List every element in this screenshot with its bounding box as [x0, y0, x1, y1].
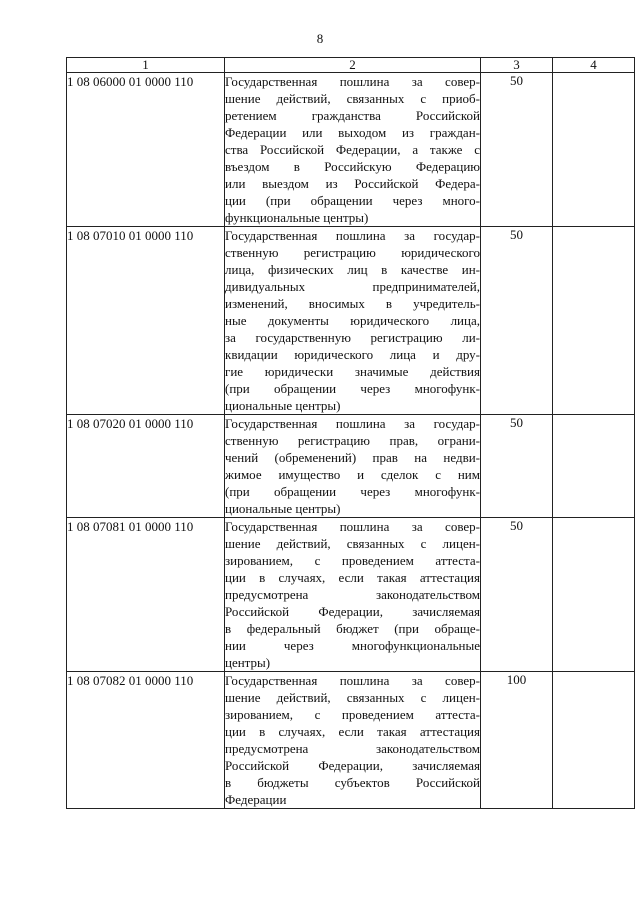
description-line: шение действий, связанных с приоб- — [225, 91, 480, 106]
description-line: предусмотрена законодательством — [225, 741, 480, 756]
column-header-1: 1 — [67, 58, 225, 73]
table-body — [67, 73, 635, 809]
amount-cell: 50 — [481, 73, 553, 227]
description-line: шение действий, связанных с лицен- — [225, 690, 480, 705]
description-line: шение действий, связанных с лицен- — [225, 536, 480, 551]
description-line: Российской Федерации, зачисляемая — [225, 758, 480, 773]
description-line: (при обращении через многофунк- — [225, 484, 480, 499]
description-line: квидации юридического лица и дру- — [225, 347, 480, 362]
description-line: ственную регистрацию юридического — [225, 245, 480, 260]
description-line: гие юридически значимые действия — [225, 364, 480, 379]
budget-code-cell: 1 08 07081 01 0000 110 — [67, 518, 225, 672]
description-line: зированием, с проведением аттеста- — [225, 553, 480, 568]
description-line: Федерации или выходом из граждан- — [225, 125, 480, 140]
table-row — [67, 73, 635, 227]
table-row — [67, 518, 635, 672]
description-line: лица, физических лиц в качестве ин- — [225, 262, 480, 277]
column-4-cell — [553, 227, 635, 415]
description-line: ции (при обращении через много- — [225, 193, 480, 208]
column-header-2: 2 — [225, 58, 481, 73]
description-line: Государственная пошлина за совер- — [225, 519, 480, 534]
description-cell — [225, 73, 481, 227]
description-line: за государственную регистрацию ли- — [225, 330, 480, 345]
column-4-cell — [553, 672, 635, 809]
description-line: в федеральный бюджет (при обраще- — [225, 621, 480, 636]
table-row — [67, 227, 635, 415]
budget-code-cell: 1 08 06000 01 0000 110 — [67, 73, 225, 227]
table-row — [67, 415, 635, 518]
column-4-cell — [553, 415, 635, 518]
description-line: Государственная пошлина за совер- — [225, 673, 480, 688]
description-line: Государственная пошлина за государ- — [225, 228, 480, 243]
description-line: въездом в Российскую Федерацию — [225, 159, 480, 174]
budget-code-cell: 1 08 07010 01 0000 110 — [67, 227, 225, 415]
description-line: чений (обременений) прав на недви- — [225, 450, 480, 465]
description-line: ные документы юридического лица, — [225, 313, 480, 328]
column-4-cell — [553, 518, 635, 672]
description-line: Федерации — [225, 792, 287, 807]
column-4-cell — [553, 73, 635, 227]
description-cell — [225, 227, 481, 415]
description-line: Государственная пошлина за совер- — [225, 74, 480, 89]
description-line: ции в случаях, если такая аттестация — [225, 570, 480, 585]
description-line: циональные центры) — [225, 398, 341, 413]
description-line: изменений, вносимых в учредитель- — [225, 296, 480, 311]
table-header-row — [67, 58, 635, 73]
description-line: ции в случаях, если такая аттестация — [225, 724, 480, 739]
description-line: жимое имущество и сделок с ним — [225, 467, 480, 482]
description-line: или выездом из Российской Федера- — [225, 176, 480, 191]
budget-code-cell: 1 08 07020 01 0000 110 — [67, 415, 225, 518]
description-cell — [225, 518, 481, 672]
column-header-4: 4 — [553, 58, 635, 73]
description-line: ства Российской Федерации, а также с — [225, 142, 480, 157]
amount-cell: 50 — [481, 415, 553, 518]
description-line: Государственная пошлина за государ- — [225, 416, 480, 431]
description-line: зированием, с проведением аттеста- — [225, 707, 480, 722]
description-line: функциональные центры) — [225, 210, 369, 225]
description-line: предусмотрена законодательством — [225, 587, 480, 602]
description-line: Российской Федерации, зачисляемая — [225, 604, 480, 619]
description-cell — [225, 415, 481, 518]
budget-code-cell: 1 08 07082 01 0000 110 — [67, 672, 225, 809]
description-line: циональные центры) — [225, 501, 341, 516]
description-line: ственную регистрацию прав, ограни- — [225, 433, 480, 448]
description-line: в бюджеты субъектов Российской — [225, 775, 480, 790]
amount-cell: 100 — [481, 672, 553, 809]
column-header-3: 3 — [481, 58, 553, 73]
description-line: (при обращении через многофунк- — [225, 381, 480, 396]
table-row — [67, 672, 635, 809]
fee-table — [66, 57, 635, 809]
description-line: центры) — [225, 655, 271, 670]
description-line: нии через многофункциональные — [225, 638, 480, 653]
amount-cell: 50 — [481, 518, 553, 672]
description-line: дивидуальных предпринимателей, — [225, 279, 480, 294]
amount-cell: 50 — [481, 227, 553, 415]
description-line: ретением гражданства Российской — [225, 108, 480, 123]
page-number: 8 — [316, 31, 324, 46]
description-cell — [225, 672, 481, 809]
